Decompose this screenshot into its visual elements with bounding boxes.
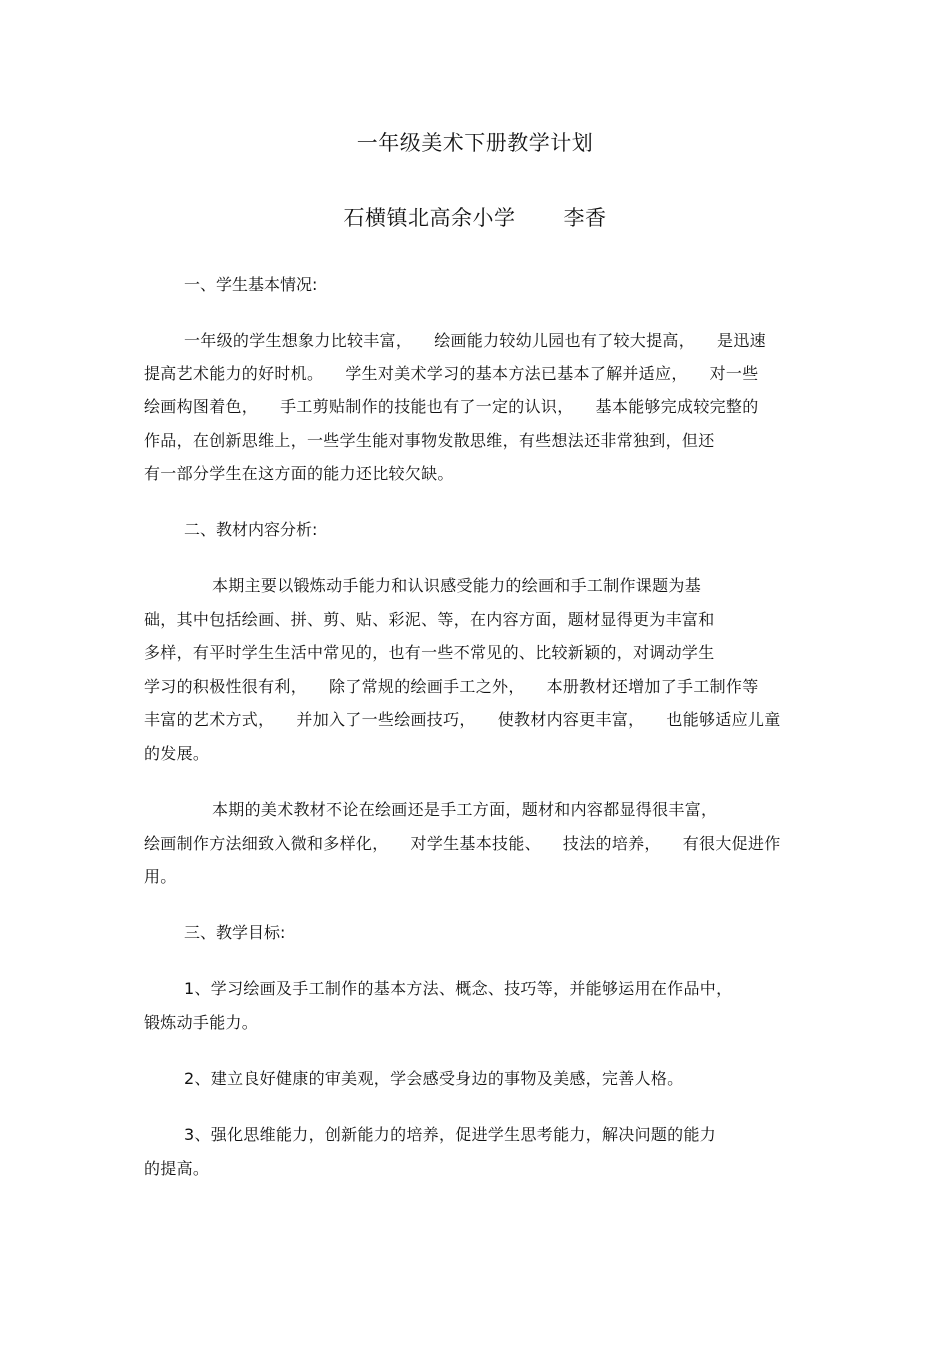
paragraph-line: 提高艺术能力的好时机。 学生对美术学习的基本方法已基本了解并适应， 对一些 bbox=[144, 364, 759, 383]
paragraph-line: 有一部分学生在这方面的能力还比较欠缺。 bbox=[144, 464, 454, 483]
paragraph-line: 1、学习绘画及手工制作的基本方法、概念、技巧等，并能够运用在作品中， bbox=[184, 979, 733, 998]
paragraph-line: 本期主要以锻炼动手能力和认识感受能力的绘画和手工制作课题为基 bbox=[212, 576, 702, 595]
paragraph-line: 多样，有平时学生生活中常见的，也有一些不常见的、比较新颖的，对调动学生 bbox=[144, 643, 715, 662]
section-heading: 三、教学目标: bbox=[184, 923, 286, 942]
paragraph-line: 绘画制作方法细致入微和多样化， 对学生基本技能、 技法的培养， 有很大促进作 bbox=[144, 834, 781, 853]
author-school: 石横镇北高余小学 bbox=[343, 206, 516, 230]
section-heading: 一、学生基本情况: bbox=[184, 275, 318, 294]
paragraph-line: 锻炼动手能力。 bbox=[144, 1013, 259, 1032]
section-heading: 二、教材内容分析: bbox=[184, 520, 318, 539]
paragraph-line: 用。 bbox=[144, 867, 177, 886]
paragraph-line: 的发展。 bbox=[144, 744, 210, 763]
page-title: 一年级美术下册教学计划 bbox=[356, 131, 594, 155]
paragraph-line: 学习的积极性很有利， 除了常规的绘画手工之外， 本册教材还增加了手工制作等 bbox=[144, 677, 759, 696]
paragraph-line: 3、强化思维能力，创新能力的培养，促进学生思考能力，解决问题的能力 bbox=[184, 1125, 717, 1144]
author-name: 李香 bbox=[563, 206, 607, 230]
paragraph-line: 作品，在创新思维上，一些学生能对事物发散思维，有些想法还非常独到，但还 bbox=[144, 431, 715, 450]
paragraph-line: 丰富的艺术方式， 并加入了一些绘画技巧， 使教材内容更丰富， 也能够适应儿童 bbox=[144, 710, 781, 729]
author-line bbox=[0, 202, 950, 232]
paragraph-line: 的提高。 bbox=[144, 1159, 210, 1178]
paragraph-line: 本期的美术教材不论在绘画还是手工方面，题材和内容都显得很丰富， bbox=[212, 800, 718, 819]
paragraph-line: 绘画构图着色， 手工剪贴制作的技能也有了一定的认识， 基本能够完成较完整的 bbox=[144, 397, 759, 416]
paragraph-line: 2、建立良好健康的审美观，学会感受身边的事物及美感，完善人格。 bbox=[184, 1069, 684, 1088]
paragraph-line: 一年级的学生想象力比较丰富， 绘画能力较幼儿园也有了较大提高， 是迅速 bbox=[184, 331, 766, 350]
paragraph-line: 础，其中包括绘画、拼、剪、贴、彩泥、等，在内容方面，题材显得更为丰富和 bbox=[144, 610, 715, 629]
